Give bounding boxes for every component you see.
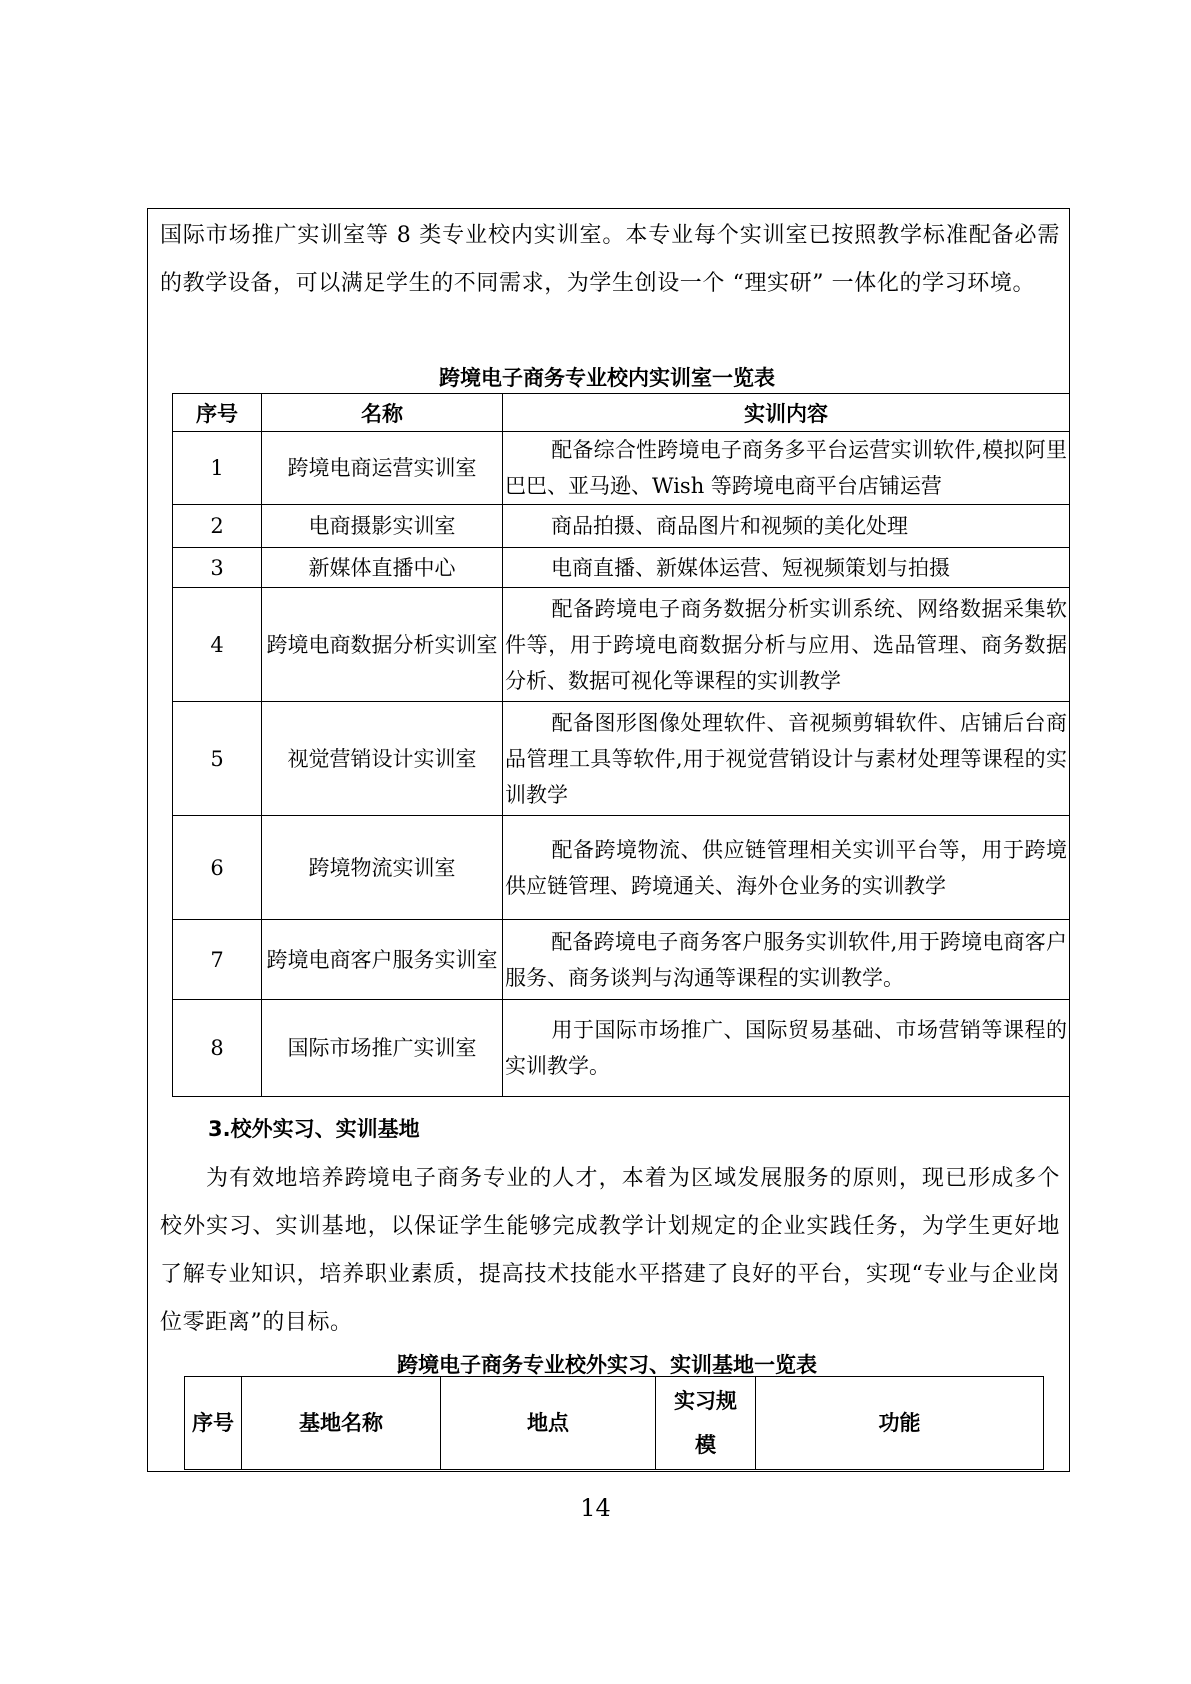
table-row	[173, 588, 1070, 702]
table1-caption: 跨境电子商务专业校内实训室一览表	[439, 366, 775, 390]
section-heading: 3.校外实习、实训基地	[208, 1117, 420, 1141]
row-name: 跨境物流实训室	[262, 816, 503, 920]
row-content: 商品拍摄、商品图片和视频的美化处理	[503, 505, 1070, 548]
row-content: 用于国际市场推广、国际贸易基础、市场营销等课程的实训教学。	[503, 1000, 1070, 1097]
row-content: 配备跨境电子商务客户服务实训软件,用于跨境电商客户服务、商务谈判与沟通等课程的实训教学。	[503, 920, 1070, 1000]
header-content: 实训内容	[503, 394, 1070, 432]
row-no: 8	[173, 1000, 262, 1097]
table-row	[173, 1000, 1070, 1097]
row-name: 电商摄影实训室	[262, 505, 503, 548]
table-row	[173, 548, 1070, 588]
header-scale: 实习规模	[656, 1377, 756, 1470]
row-content: 配备跨境电子商务数据分析实训系统、网络数据采集软件等，用于跨境电商数据分析与应用、选品管理、商务数据分析、数据可视化等课程的实训教学	[503, 588, 1070, 702]
row-no: 3	[173, 548, 262, 588]
row-name: 跨境电商运营实训室	[262, 432, 503, 505]
intro-paragraph: 国际市场推广实训室等 8 类专业校内实训室。本专业每个实训室已按照教学标准配备必需的教学设备，可以满足学生的不同需求，为学生创设一个 “理实研” 一体化的学习环境。	[160, 223, 1060, 296]
row-name: 跨境电商客户服务实训室	[262, 920, 503, 1000]
table-row	[173, 702, 1070, 816]
table-row	[173, 920, 1070, 1000]
header-no: 序号	[173, 394, 262, 432]
table-row	[173, 432, 1070, 505]
row-no: 6	[173, 816, 262, 920]
row-content: 配备图形图像处理软件、音视频剪辑软件、店铺后台商品管理工具等软件,用于视觉营销设计与素材处理等课程的实训教学	[503, 702, 1070, 816]
table2-caption: 跨境电子商务专业校外实习、实训基地一览表	[397, 1353, 817, 1377]
section-paragraph: 为有效地培养跨境电子商务专业的人才，本着为区域发展服务的原则，现已形成多个校外实习、实训基地，以保证学生能够完成教学计划规定的企业实践任务，为学生更好地了解专业知识，培养职业素质，提高技术技能水平搭建了良好的平台，实现“专业与企业岗位零距离”的目标。	[160, 1166, 1060, 1335]
row-name: 国际市场推广实训室	[262, 1000, 503, 1097]
header-location: 地点	[441, 1377, 656, 1470]
row-content: 电商直播、新媒体运营、短视频策划与拍摄	[503, 548, 1070, 588]
row-name: 跨境电商数据分析实训室	[262, 588, 503, 702]
row-name: 视觉营销设计实训室	[262, 702, 503, 816]
table-header-row	[185, 1377, 1044, 1470]
table-row	[173, 816, 1070, 920]
row-no: 5	[173, 702, 262, 816]
row-no: 2	[173, 505, 262, 548]
row-content: 配备综合性跨境电子商务多平台运营实训软件,模拟阿里巴巴、亚马逊、Wish 等跨境电商平台店铺运营	[503, 432, 1070, 505]
row-content: 配备跨境物流、供应链管理相关实训平台等，用于跨境供应链管理、跨境通关、海外仓业务的实训教学	[503, 816, 1070, 920]
header-no: 序号	[185, 1377, 242, 1470]
row-no: 7	[173, 920, 262, 1000]
onsite-lab-table	[172, 393, 1070, 1097]
header-name: 名称	[262, 394, 503, 432]
row-no: 1	[173, 432, 262, 505]
row-no: 4	[173, 588, 262, 702]
row-name: 新媒体直播中心	[262, 548, 503, 588]
table-header-row	[173, 394, 1070, 432]
header-function: 功能	[756, 1377, 1044, 1470]
header-base-name: 基地名称	[242, 1377, 441, 1470]
table-row	[173, 505, 1070, 548]
offsite-base-table	[184, 1376, 1044, 1470]
page-number: 14	[580, 1494, 611, 1522]
